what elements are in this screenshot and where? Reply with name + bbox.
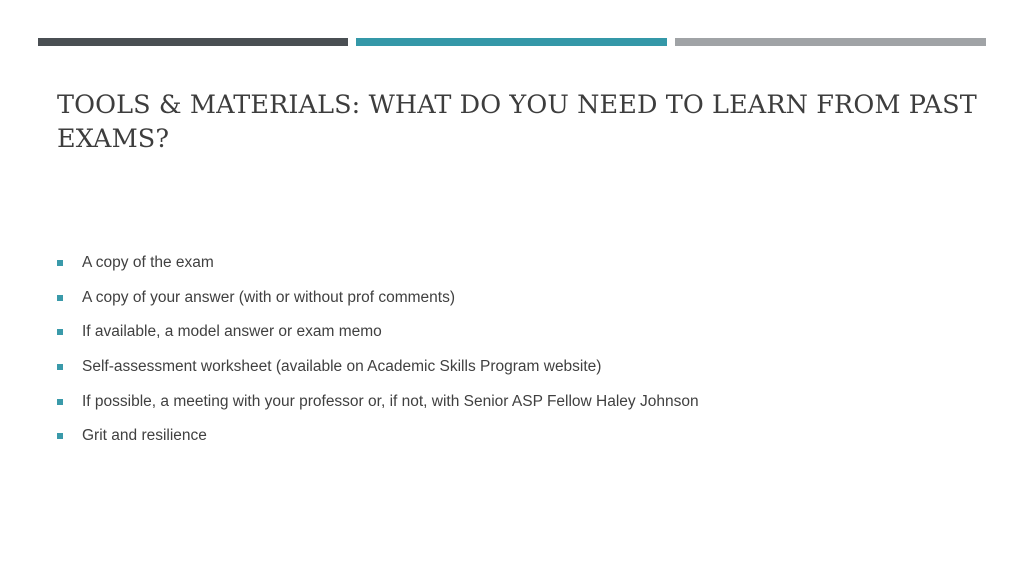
square-bullet-icon xyxy=(57,260,63,266)
bullet-text: A copy of the exam xyxy=(82,254,214,271)
bullet-item xyxy=(57,320,957,355)
accent-bar-gray xyxy=(675,38,986,46)
bullet-item xyxy=(57,286,957,321)
header-accent-bars xyxy=(38,38,986,46)
bullet-item xyxy=(57,355,957,390)
accent-bar-dark xyxy=(38,38,348,46)
slide-title: TOOLS & MATERIALS: WHAT DO YOU NEED TO LEARN FROM PAST EXAMS? xyxy=(57,90,977,154)
square-bullet-icon xyxy=(57,433,63,439)
bullet-item xyxy=(57,390,957,425)
bullet-text: Self-assessment worksheet (available on Academic Skills Program website) xyxy=(82,358,602,376)
bullet-text: A copy of your answer (with or without prof comments) xyxy=(82,288,456,306)
bullet-text: If available, a model answer or exam memo xyxy=(82,323,382,341)
bullet-item xyxy=(57,251,957,286)
square-bullet-icon xyxy=(57,399,63,405)
square-bullet-icon xyxy=(57,295,63,301)
accent-bar-teal xyxy=(356,38,667,46)
square-bullet-icon xyxy=(57,364,63,370)
bullet-text: Grit and resilience xyxy=(82,427,207,445)
bullet-item xyxy=(57,424,957,459)
bullet-text: If possible, a meeting with your professor or, if not, with Senior ASP Fellow Haley Johnson xyxy=(82,392,699,410)
square-bullet-icon xyxy=(57,329,63,335)
bullet-list xyxy=(57,251,957,459)
